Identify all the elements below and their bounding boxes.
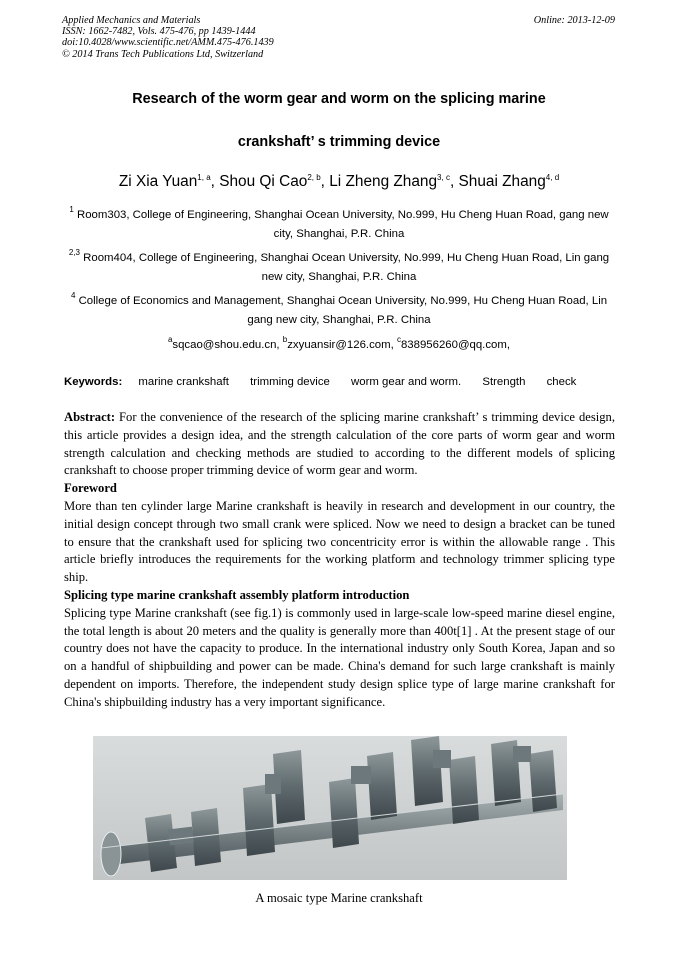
email-mark: b [282,335,288,344]
author-affiliation-mark: 2, b [307,173,321,182]
affiliation-mark: 2,3 [68,248,80,257]
author-affiliation-mark: 4, d [545,173,560,182]
keyword: check [546,376,577,388]
affiliation-3 [66,292,612,330]
journal-name: Applied Mechanics and Materials [62,15,201,26]
keyword: worm gear and worm. [351,376,462,388]
email-mark: c [396,335,401,344]
copyright-line: © 2014 Trans Tech Publications Ltd, Switzerland [62,48,264,60]
flange [101,832,121,876]
body-text [64,409,615,712]
email-mark: a [167,335,173,344]
abstract [64,409,615,480]
email-address: 838956260@qq.com, [400,339,511,351]
keywords-label: Keywords: [64,376,123,388]
affiliation-2 [66,249,612,287]
author-list: Zi Xia Yuan$^{1, a}$, Shou Qi Cao$^{2, b}$, Li Zheng Zhang$^{3, c}$, Shuai Zhang$^{4, d}$ [118,173,560,190]
crank-throws [145,736,557,872]
author-name: Shuai Zhang [458,173,546,190]
doi-line: doi:10.4028/www.scientific.net/AMM.475-476.1439 [62,37,274,49]
section-heading-foreword: Foreword [64,481,117,496]
journal-header [62,15,422,60]
abstract-text: For the convenience of the research of the splicing marine crankshaft’ s trimming device design, this article provides a design idea, and the strength calculation of the core parts of worm gear and worm strength calculation and checking methods are studied to according to the different models of splicing crankshaft to choose proper trimming device of worm gear and worm. [64,410,615,478]
author-affiliation-mark: 1, a [197,173,211,182]
affiliation-text: College of Economics and Management, Shanghai Ocean University, No.999, Hu Cheng Huan Road, Lin gang new city, Shanghai, P.R. China [78,295,608,326]
abstract-label: Abstract: [64,410,116,424]
email-list [62,337,616,353]
email-address: zxyuansir@126.com, [287,339,394,351]
platform-paragraph: Splicing type Marine crankshaft (see fig.1) is commonly used in large-scale low-speed marine diesel engine, the total length is about 20 meters and the quality is generally more than 400t[1] . At the present stage of our country does not have the capacity to produce. In the international industry only South Korea, Japan and so on a handful of shipbuilding and power can be made. China's demand for such large crankshaft is mainly dependent on imports. Therefore, the independent study design splice type of large marine crankshaft for China's shipbuilding industry has a very important significance. [64,605,615,709]
online-date: Online: 2013-12-09 [533,15,615,26]
affiliation-text: Room404, College of Engineering, Shanghai Ocean University, No.999, Hu Cheng Huan Road, Lin gang new city, Shanghai, P.R. China [83,252,610,283]
affiliation-mark: 4 [70,291,76,300]
affiliation-mark: 1 [69,205,74,214]
keywords-line [64,374,624,390]
issn-line: ISSN: 1662-7482, Vols. 475-476, pp 1439-1444 [62,26,256,38]
keyword: trimming device [250,376,330,388]
keyword: Strength [482,376,526,388]
figure-caption: A mosaic type Marine crankshaft [255,891,423,905]
author-name: Shou Qi Cao [219,173,308,190]
foreword-paragraph: More than ten cylinder large Marine crankshaft is heavily in research and development in our country, the initial design concept through two small crank were spliced. Now we need to design a bracket can be tuned to ensure that the crankshaft used for splicing two concentricity error is within the allowable range . This article briefly introduces the requirements for the working platform and technology trimmer splicing type ship. [64,498,615,585]
crankshaft-figure [93,736,567,880]
author-name: Zi Xia Yuan [118,173,198,190]
author-name: Li Zheng Zhang [329,173,438,190]
paper-title-line-1: Research of the worm gear and worm on the splicing marine [132,91,546,107]
paper-title-line-2: crankshaft’ s trimming device [237,134,441,150]
section-heading-platform: Splicing type marine crankshaft assembly platform introduction [64,587,410,602]
crankshaft-render [93,736,567,880]
author-affiliation-mark: 3, c [437,173,450,182]
affiliation-text: Room303, College of Engineering, Shanghai Ocean University, No.999, Hu Cheng Huan Road, gang new city, Shanghai, P.R. China [76,209,609,240]
email-address: sqcao@shou.edu.cn, [172,339,280,351]
keyword: marine crankshaft [138,376,229,388]
affiliation-1 [66,206,612,244]
